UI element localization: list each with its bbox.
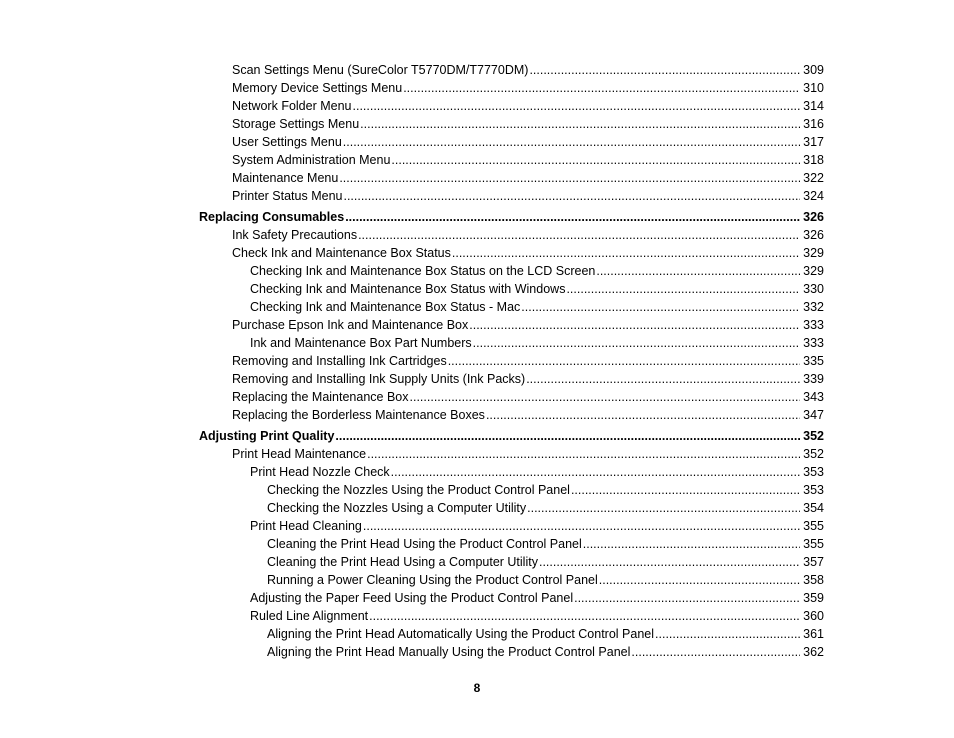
dot-leader <box>469 316 800 334</box>
page-number: 8 <box>473 681 481 695</box>
dot-leader <box>583 535 800 553</box>
toc-entry[interactable] <box>199 499 824 517</box>
toc-entry-page: 329 <box>803 264 824 278</box>
toc-entry[interactable] <box>199 571 824 589</box>
toc-entry-page: 314 <box>803 99 824 113</box>
toc-entry-title: Check Ink and Maintenance Box Status <box>232 246 451 260</box>
toc-entry-title: Ink and Maintenance Box Part Numbers <box>250 336 472 350</box>
dot-leader <box>529 61 800 79</box>
dot-leader <box>631 643 800 661</box>
toc-entry-page: 310 <box>803 81 824 95</box>
toc-entry-title: Cleaning the Print Head Using a Computer Utility <box>267 555 538 569</box>
toc-entry[interactable] <box>199 370 824 388</box>
toc-entry-title: Checking the Nozzles Using the Product Control Panel <box>267 483 570 497</box>
toc-entry[interactable] <box>199 352 824 370</box>
toc-entry-page: 339 <box>803 372 824 386</box>
toc-entry-page: 343 <box>803 390 824 404</box>
toc-entry[interactable] <box>199 61 824 79</box>
toc-entry[interactable] <box>199 589 824 607</box>
toc-entry[interactable] <box>199 625 824 643</box>
toc-entry-title: Purchase Epson Ink and Maintenance Box <box>232 318 469 332</box>
dot-leader <box>539 553 800 571</box>
toc-entry[interactable] <box>199 169 824 187</box>
toc-entry-title: Storage Settings Menu <box>232 117 360 131</box>
toc-entry-title: Removing and Installing Ink Cartridges <box>232 354 447 368</box>
toc-entry-title: System Administration Menu <box>232 153 391 167</box>
toc-entry-page: 357 <box>803 555 824 569</box>
toc-entry-title: Checking Ink and Maintenance Box Status with Windows <box>250 282 566 296</box>
dot-leader <box>566 280 800 298</box>
toc-entry-title: Replacing Consumables <box>199 210 345 224</box>
toc-entry-title: Checking Ink and Maintenance Box Status on the LCD Screen <box>250 264 596 278</box>
toc-entry[interactable] <box>199 187 824 205</box>
dot-leader <box>655 625 800 643</box>
toc-entry-page: 361 <box>803 627 824 641</box>
toc-entry-page: 355 <box>803 519 824 533</box>
dot-leader <box>571 481 800 499</box>
dot-leader <box>526 370 800 388</box>
toc-entry-title: Running a Power Cleaning Using the Product Control Panel <box>267 573 598 587</box>
toc-entry-page: 329 <box>803 246 824 260</box>
dot-leader <box>574 589 800 607</box>
toc-entry-title: Memory Device Settings Menu <box>232 81 403 95</box>
dot-leader <box>360 115 800 133</box>
dot-leader <box>473 334 800 352</box>
dot-leader <box>448 352 800 370</box>
toc-entry-title: Ink Safety Precautions <box>232 228 358 242</box>
toc-entry[interactable] <box>199 463 824 481</box>
toc-entry-page: 332 <box>803 300 824 314</box>
toc-entry-title: Maintenance Menu <box>232 171 339 185</box>
toc-entry[interactable] <box>199 481 824 499</box>
toc-entry-page: 333 <box>803 318 824 332</box>
toc-entry-page: 333 <box>803 336 824 350</box>
dot-leader <box>599 571 800 589</box>
toc-entry-page: 335 <box>803 354 824 368</box>
toc-entry-page: 347 <box>803 408 824 422</box>
toc-entry[interactable] <box>199 151 824 169</box>
toc-entry[interactable] <box>199 262 824 280</box>
dot-leader <box>410 388 801 406</box>
toc-entry-page: 316 <box>803 117 824 131</box>
toc-entry-title: Print Head Nozzle Check <box>250 465 390 479</box>
toc-entry-page: 309 <box>803 63 824 77</box>
dot-leader <box>486 406 800 424</box>
toc-entry-page: 326 <box>803 210 824 224</box>
dot-leader <box>391 151 800 169</box>
toc-entry-page: 317 <box>803 135 824 149</box>
dot-leader <box>527 499 800 517</box>
toc-entry-title: Scan Settings Menu (SureColor T5770DM/T7770DM) <box>232 63 529 77</box>
toc-entry-page: 362 <box>803 645 824 659</box>
toc-entry-page: 352 <box>803 429 824 443</box>
toc-entry-title: Checking Ink and Maintenance Box Status - Mac <box>250 300 521 314</box>
dot-leader <box>521 298 800 316</box>
toc-chapter-entry[interactable] <box>199 208 824 226</box>
toc-entry-page: 326 <box>803 228 824 242</box>
toc-entry-title: Replacing the Maintenance Box <box>232 390 409 404</box>
toc-entry-title: Cleaning the Print Head Using the Product Control Panel <box>267 537 582 551</box>
toc-entry-title: Aligning the Print Head Automatically Using the Product Control Panel <box>267 627 655 641</box>
dot-leader <box>363 517 800 535</box>
dot-leader <box>452 244 800 262</box>
toc-entry[interactable] <box>199 607 824 625</box>
toc-entry-title: Print Head Maintenance <box>232 447 367 461</box>
toc-entry[interactable] <box>199 517 824 535</box>
toc-entry[interactable] <box>199 535 824 553</box>
dot-leader <box>367 445 800 463</box>
toc-entry-title: Ruled Line Alignment <box>250 609 369 623</box>
toc-entry[interactable] <box>199 316 824 334</box>
toc-entry-title: User Settings Menu <box>232 135 342 149</box>
toc-chapter-entry[interactable] <box>199 427 824 445</box>
toc-entry-page: 353 <box>803 465 824 479</box>
dot-leader <box>343 187 800 205</box>
dot-leader <box>345 208 800 226</box>
dot-leader <box>343 133 800 151</box>
toc-entry[interactable] <box>199 553 824 571</box>
toc-entry[interactable] <box>199 226 824 244</box>
dot-leader <box>353 97 801 115</box>
dot-leader <box>335 427 800 445</box>
toc-entry-page: 322 <box>803 171 824 185</box>
dot-leader <box>596 262 800 280</box>
toc-entry[interactable] <box>199 133 824 151</box>
toc-entry[interactable] <box>199 334 824 352</box>
dot-leader <box>358 226 800 244</box>
toc-entry-page: 330 <box>803 282 824 296</box>
dot-leader <box>369 607 800 625</box>
toc-entry-title: Adjusting Print Quality <box>199 429 335 443</box>
toc-entry[interactable] <box>199 79 824 97</box>
toc-entry[interactable] <box>199 388 824 406</box>
toc-entry-title: Aligning the Print Head Manually Using the Product Control Panel <box>267 645 631 659</box>
toc-entry-page: 359 <box>803 591 824 605</box>
toc-entry-page: 360 <box>803 609 824 623</box>
toc-entry-title: Print Head Cleaning <box>250 519 362 533</box>
toc-entry-page: 352 <box>803 447 824 461</box>
toc-entry[interactable] <box>199 244 824 262</box>
toc-entry-title: Network Folder Menu <box>232 99 352 113</box>
toc-entry-title: Removing and Installing Ink Supply Units (Ink Packs) <box>232 372 526 386</box>
toc-entry-page: 318 <box>803 153 824 167</box>
toc-entry[interactable] <box>199 445 824 463</box>
table-of-contents <box>199 61 824 661</box>
toc-entry[interactable] <box>199 97 824 115</box>
toc-entry-title: Printer Status Menu <box>232 189 343 203</box>
toc-entry-title: Adjusting the Paper Feed Using the Product Control Panel <box>250 591 574 605</box>
toc-entry[interactable] <box>199 298 824 316</box>
dot-leader <box>339 169 800 187</box>
toc-entry-page: 353 <box>803 483 824 497</box>
dot-leader <box>391 463 800 481</box>
toc-entry[interactable] <box>199 115 824 133</box>
toc-entry-page: 358 <box>803 573 824 587</box>
toc-entry[interactable] <box>199 280 824 298</box>
toc-entry-page: 355 <box>803 537 824 551</box>
dot-leader <box>403 79 800 97</box>
toc-entry-page: 354 <box>803 501 824 515</box>
toc-entry[interactable] <box>199 406 824 424</box>
toc-entry-title: Replacing the Borderless Maintenance Boxes <box>232 408 485 422</box>
toc-entry-title: Checking the Nozzles Using a Computer Utility <box>267 501 527 515</box>
toc-entry[interactable] <box>199 643 824 661</box>
toc-entry-page: 324 <box>803 189 824 203</box>
